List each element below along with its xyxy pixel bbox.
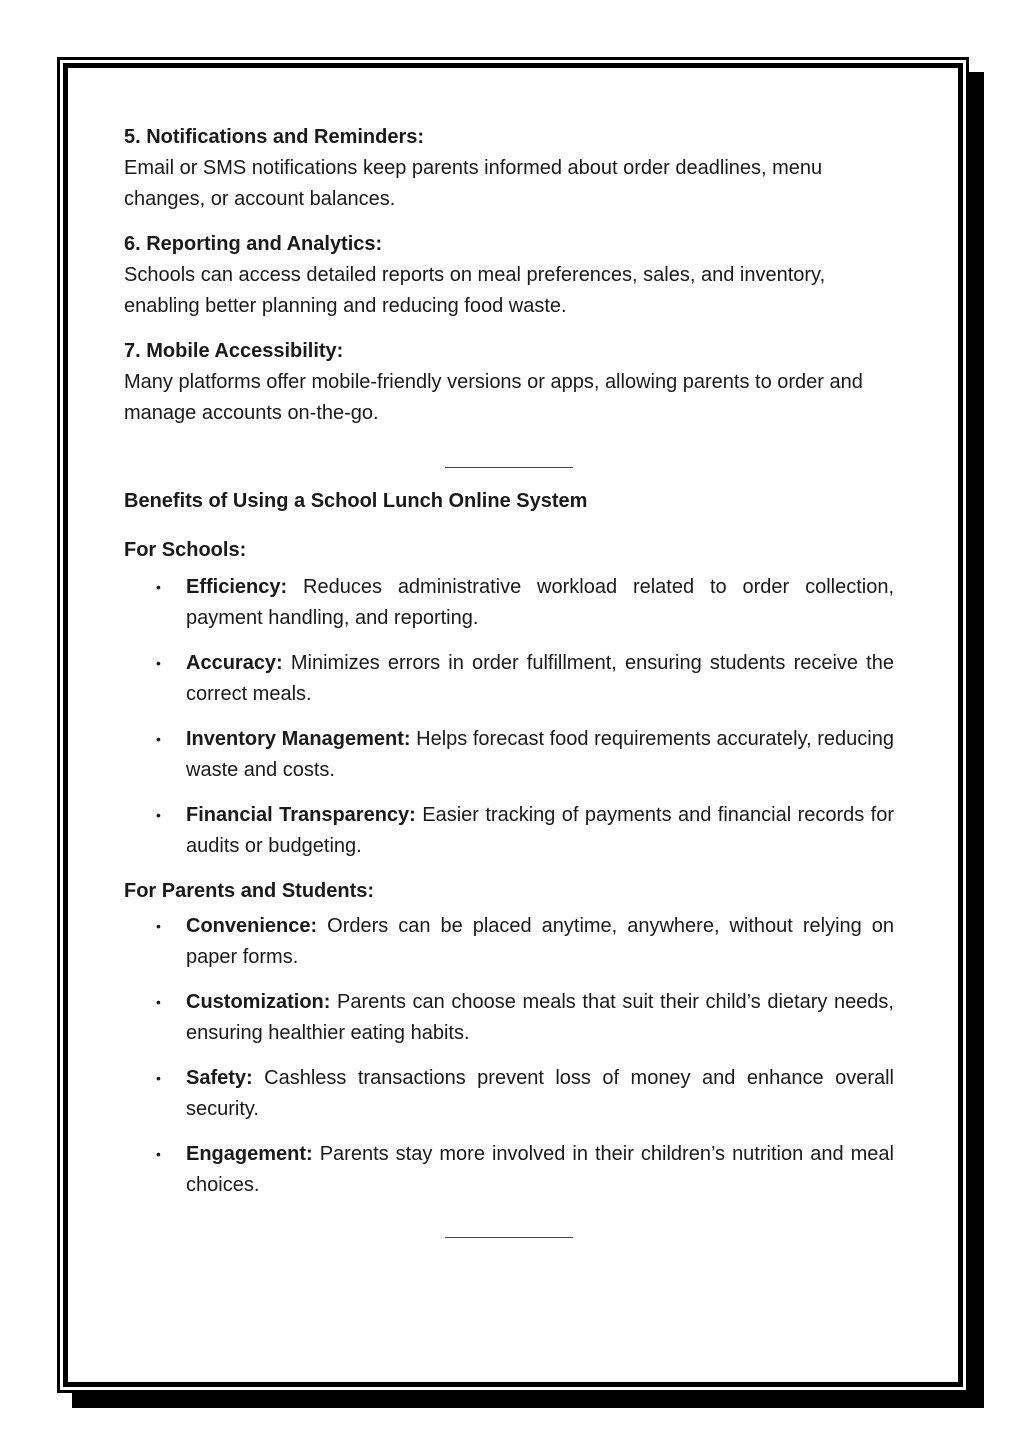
feature-description: Email or SMS notifications keep parents informed about order deadlines, menu changes, or account balances. (124, 157, 823, 210)
schools-benefits-list (124, 572, 894, 862)
benefit-text: Minimizes errors in order fulfillment, ensuring students receive the correct meals. (186, 652, 894, 705)
feature-mobile (124, 336, 894, 429)
section-divider (445, 467, 573, 468)
benefit-text: Parents can choose meals that suit their child’s dietary needs, ensuring healthier eating habits. (186, 991, 894, 1044)
feature-title: 5. Notifications and Reminders: (124, 126, 425, 148)
list-item (156, 911, 894, 973)
bullet-icon: • (156, 994, 161, 1010)
list-item (156, 724, 894, 786)
bullet-icon: • (156, 1146, 161, 1162)
benefit-text: Orders can be placed anytime, anywhere, without relying on paper forms. (186, 915, 894, 968)
parents-heading: For Parents and Students: (124, 880, 375, 902)
feature-title: 7. Mobile Accessibility: (124, 340, 344, 362)
feature-notifications (124, 122, 894, 215)
list-item (156, 1139, 894, 1201)
benefit-term: Financial Transparency: (186, 804, 423, 826)
parents-benefits-list (124, 911, 894, 1201)
schools-heading: For Schools: (124, 539, 247, 561)
feature-description: Many platforms offer mobile-friendly versions or apps, allowing parents to order and manage accounts on-the-go. (124, 371, 863, 424)
benefit-term: Engagement: (186, 1143, 320, 1165)
bullet-icon: • (156, 1070, 161, 1086)
benefit-text: Reduces administrative workload related to order collection, payment handling, and reporting. (186, 576, 895, 629)
benefit-term: Convenience: (186, 915, 328, 937)
bullet-icon: • (156, 579, 161, 595)
section-divider (445, 1237, 573, 1238)
benefit-term: Efficiency: (186, 576, 304, 598)
benefit-term: Customization: (186, 991, 338, 1013)
benefit-text: Parents stay more involved in their children’s nutrition and meal choices. (186, 1143, 894, 1196)
benefit-text: Easier tracking of payments and financial records for audits or budgeting. (186, 804, 895, 857)
list-item (156, 987, 894, 1049)
list-item (156, 1063, 894, 1125)
list-item (156, 800, 895, 862)
list-item (156, 572, 895, 634)
bullet-icon: • (156, 918, 161, 934)
benefit-text: Helps forecast food requirements accurately, reducing waste and costs. (186, 728, 894, 781)
benefit-term: Safety: (186, 1067, 265, 1089)
benefits-heading: Benefits of Using a School Lunch Online System (124, 490, 588, 512)
benefit-text: Cashless transactions prevent loss of money and enhance overall security. (186, 1067, 894, 1120)
feature-description: Schools can access detailed reports on meal preferences, sales, and inventory, enabling better planning and reducing food waste. (124, 264, 826, 317)
feature-reporting (124, 229, 894, 322)
bullet-icon: • (156, 731, 161, 747)
list-item (156, 648, 894, 710)
bullet-icon: • (156, 807, 161, 823)
feature-title: 6. Reporting and Analytics: (124, 233, 383, 255)
bullet-icon: • (156, 655, 161, 671)
benefit-term: Inventory Management: (186, 728, 417, 750)
benefit-term: Accuracy: (186, 652, 291, 674)
document-content (124, 122, 894, 1256)
